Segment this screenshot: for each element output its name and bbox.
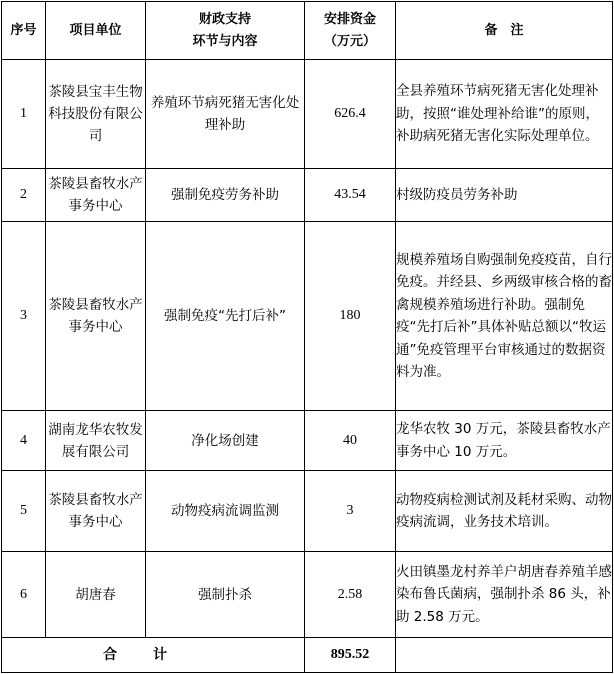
table-row	[2, 60, 613, 169]
header-seq: 序号	[2, 2, 46, 60]
total-row	[2, 638, 613, 673]
row-unit: 茶陵县畜牧水产事务中心	[46, 222, 146, 411]
row-unit: 茶陵县畜牧水产事务中心	[46, 169, 146, 222]
row-note: 规模养殖场自购强制免疫疫苗，自行免疫。并经县、乡两级审核合格的畜禽规模养殖场进行补助。强制免疫“先打后补”具体补贴总额以“牧运通”免疫管理平台审核通过的数据资料为准。	[396, 222, 613, 411]
row-note: 村级防疫员劳务补助	[396, 169, 613, 222]
header-content	[146, 2, 305, 60]
row-note: 动物疫病检测试剂及耗材采购、动物疫病流调，业务技术培训。	[396, 471, 613, 552]
table-row	[2, 222, 613, 411]
row-content: 动物疫病流调监测	[146, 471, 305, 552]
row-funds: 626.4	[305, 60, 396, 169]
row-funds: 3	[305, 471, 396, 552]
total-funds: 895.52	[305, 638, 396, 673]
row-content: 强制免疫“先打后补”	[146, 222, 305, 411]
header-content-line1: 财政支持	[198, 11, 251, 27]
header-funds-line2: （万元）	[323, 33, 376, 49]
row-seq: 2	[2, 169, 46, 222]
row-note: 火田镇墨龙村养羊户胡唐春养殖羊感染布鲁氏菌病，强制扑杀 86 头，补助 2.58 万元。	[396, 552, 613, 638]
row-content: 养殖环节病死猪无害化处理补助	[146, 60, 305, 169]
header-row	[2, 2, 613, 60]
header-note: 备 注	[396, 2, 613, 60]
table-row	[2, 552, 613, 638]
row-seq: 1	[2, 60, 46, 169]
row-unit: 茶陵县宝丰生物科技股份有限公司	[46, 60, 146, 169]
table-row	[2, 411, 613, 471]
header-content-line2: 环节与内容	[192, 33, 258, 49]
row-seq: 4	[2, 411, 46, 471]
row-seq: 3	[2, 222, 46, 411]
table-row	[2, 169, 613, 222]
row-content: 强制扑杀	[146, 552, 305, 638]
total-label: 合计	[2, 638, 305, 673]
row-content: 强制免疫劳务补助	[146, 169, 305, 222]
row-content: 净化场创建	[146, 411, 305, 471]
row-note: 龙华农牧 30 万元，茶陵县畜牧水产事务中心 10 万元。	[396, 411, 613, 471]
header-unit: 项目单位	[46, 2, 146, 60]
row-funds: 43.54	[305, 169, 396, 222]
row-funds: 2.58	[305, 552, 396, 638]
row-funds: 180	[305, 222, 396, 411]
row-note: 全县养殖环节病死猪无害化处理补助，按照“谁处理补给谁”的原则，补助病死猪无害化实际处理单位。	[396, 60, 613, 169]
row-unit: 胡唐春	[46, 552, 146, 638]
row-unit: 湖南龙华农牧发展有限公司	[46, 411, 146, 471]
row-seq: 6	[2, 552, 46, 638]
header-funds-line1: 安排资金	[323, 11, 376, 27]
header-funds	[305, 2, 396, 60]
row-unit: 茶陵县畜牧水产事务中心	[46, 471, 146, 552]
funding-table	[1, 1, 613, 673]
total-note-empty	[396, 638, 613, 673]
table-row	[2, 471, 613, 552]
row-funds: 40	[305, 411, 396, 471]
row-seq: 5	[2, 471, 46, 552]
